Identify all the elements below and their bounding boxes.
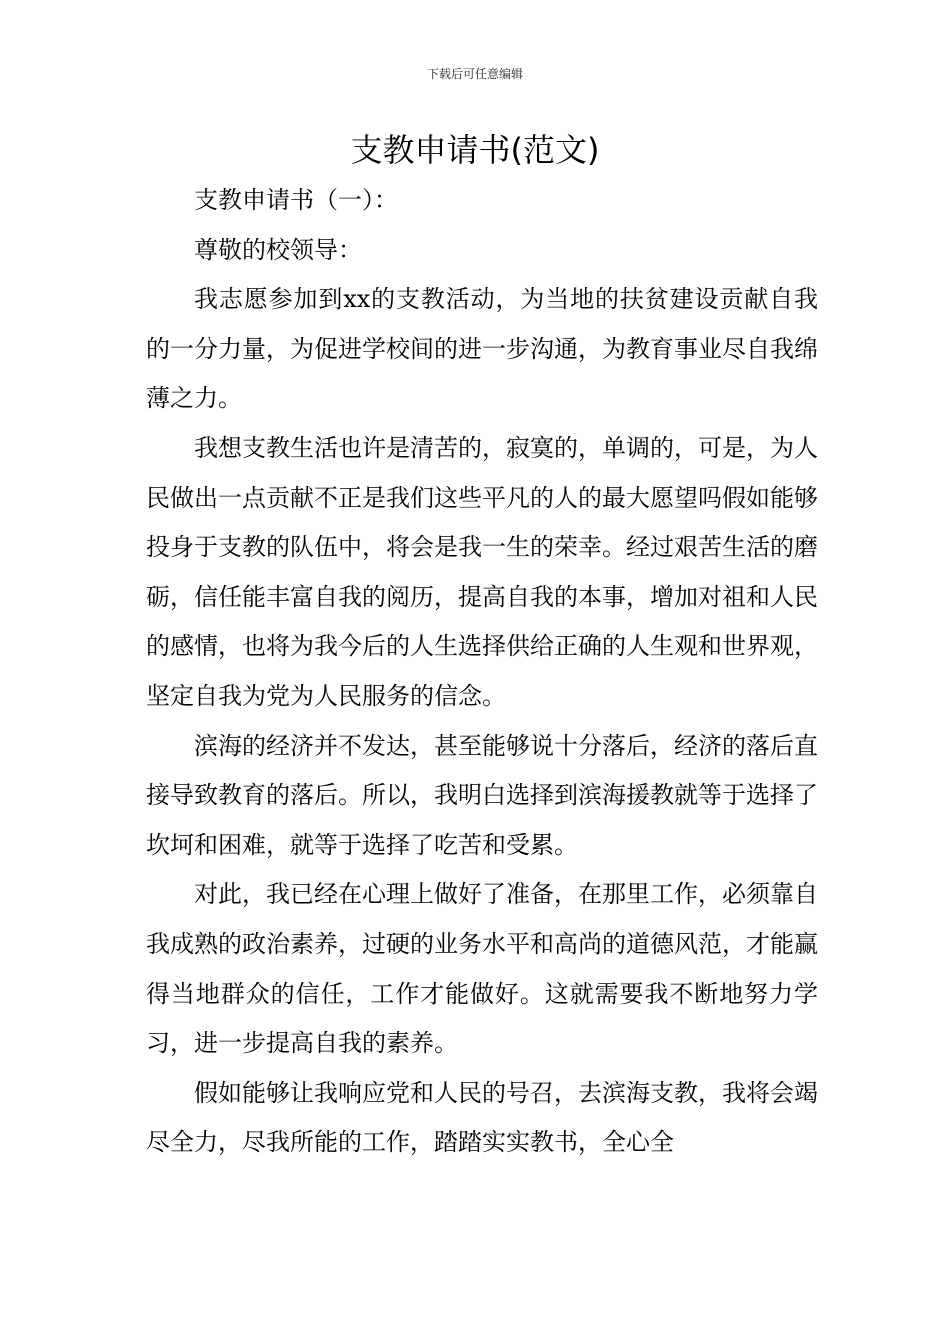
- document-title: 支教申请书(范文): [350, 131, 600, 169]
- header-note: 下载后可任意编辑: [426, 67, 523, 81]
- paragraph: 我志愿参加到xx的支教活动，为当地的扶贫建设贡献自我的一分力量，为促进学校间的进一步沟通，为教育事业尽自我绵薄之力。: [146, 285, 818, 413]
- document-body: [146, 176, 818, 1168]
- paragraph-heading: 支教申请书（一）：: [194, 186, 398, 214]
- paragraph: 对此，我已经在心理上做好了准备，在那里工作，必须靠自我成熟的政治素养，过硬的业务水平和高尚的道德风范，才能赢得当地群众的信任，工作才能做好。这就需要我不断地努力学习，进一步提高自我的素养。: [146, 880, 818, 1058]
- paragraph: 滨海的经济并不发达，甚至能够说十分落后，经济的落后直接导致教育的落后。所以，我明白选择到滨海援教就等于选择了坎坷和困难，就等于选择了吃苦和受累。: [146, 731, 818, 859]
- paragraph: 我想支教生活也许是清苦的，寂寞的，单调的，可是，为人民做出一点贡献不正是我们这些平凡的人的最大愿望吗假如能够投身于支教的队伍中，将会是我一生的荣幸。经过艰苦生活的磨砺，信任能丰富自我的阅历，提高自我的本事，增加对祖和人民的感情，也将为我今后的人生选择供给正确的人生观和世界观，坚定自我为党为人民服务的信念。: [146, 433, 818, 710]
- paragraph: 假如能够让我响应党和人民的号召，去滨海支教，我将会竭尽全力，尽我所能的工作，踏踏实实教书，全心全: [146, 1078, 818, 1157]
- paragraph-salutation: 尊敬的校领导：: [194, 235, 362, 264]
